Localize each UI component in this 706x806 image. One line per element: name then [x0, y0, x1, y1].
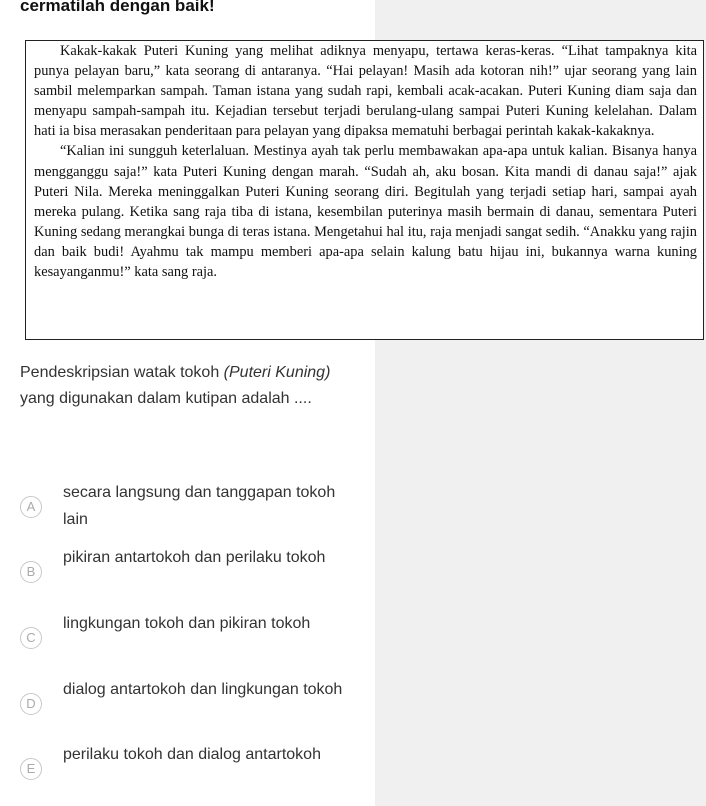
question-character-name: (Puteri Kuning) — [223, 364, 331, 381]
option-text: secara langsung dan tanggapan tokoh lain — [63, 484, 336, 528]
answer-option-d[interactable] — [20, 677, 360, 731]
option-text: dialog antartokoh dan lingkungan tokoh — [63, 681, 343, 698]
reading-passage — [25, 40, 704, 340]
option-letter-badge: E — [20, 758, 42, 780]
option-letter-badge: A — [20, 496, 42, 518]
answer-option-b[interactable] — [20, 545, 360, 599]
question-text-start: Pendeskripsian watak tokoh — [20, 364, 224, 381]
answer-option-c[interactable] — [20, 611, 360, 665]
option-text: perilaku tokoh dan dialog antartokoh — [63, 746, 321, 763]
option-text: pikiran antartokoh dan perilaku tokoh — [63, 549, 326, 566]
option-text: lingkungan tokoh dan pikiran tokoh — [63, 615, 311, 632]
option-letter-badge: D — [20, 693, 42, 715]
instruction-heading: cermatilah dengan baik! — [20, 0, 215, 15]
answer-option-a[interactable] — [20, 480, 360, 534]
question-text — [20, 360, 340, 412]
option-letter-badge: C — [20, 627, 42, 649]
passage-paragraph-1: Kakak-kakak Puteri Kuning yang melihat adiknya menyapu, tertawa keras-keras. “Lihat tampaknya kita punya pelayan baru,” kata seorang di antaranya. “Hai pelayan! Masih ada kotoran nih!” ujar seorang yang lain sambil melemparkan sampah. Taman istana yang sudah rapi, kembali acak-acakan. Puteri Kuning diam saja dan menyapu sampah-sampah itu. Kejadian tersebut terjadi berulang-ulang sampai Puteri Kuning kelelahan. Dalam hati ia bisa merasakan penderitaan para pelayan yang dipaksa mematuhi berbagai perintah kakak-kakaknya. — [34, 43, 697, 140]
answer-option-e[interactable] — [20, 742, 360, 796]
question-text-end: yang digunakan dalam kutipan adalah .... — [20, 390, 312, 407]
passage-paragraph-2: “Kalian ini sungguh keterlaluan. Mestinya ayah tak perlu membawakan apa-apa untuk kalian. Bisanya hanya mengganggu saja!” kata Puteri Kuning dengan marah. “Sudah ah, aku bosan. Kita mandi di danau saja!” ajak Puteri Nila. Mereka meninggalkan Puteri Kuning seorang diri. Begitulah yang terjadi setiap hari, sampai ayah mereka pulang. Ketika sang raja tiba di istana, kesembilan puterinya masih bermain di danau, sementara Puteri Kuning sedang merangkai bunga di teras istana. Mengetahui hal itu, raja menjadi sangat sedih. “Anakku yang rajin dan baik budi! Ayahmu tak mampu memberi apa-apa selain kalung batu hijau ini, bukannya warna kuning kesayanganmu!” kata sang raja. — [34, 143, 697, 281]
option-letter-badge: B — [20, 561, 42, 583]
